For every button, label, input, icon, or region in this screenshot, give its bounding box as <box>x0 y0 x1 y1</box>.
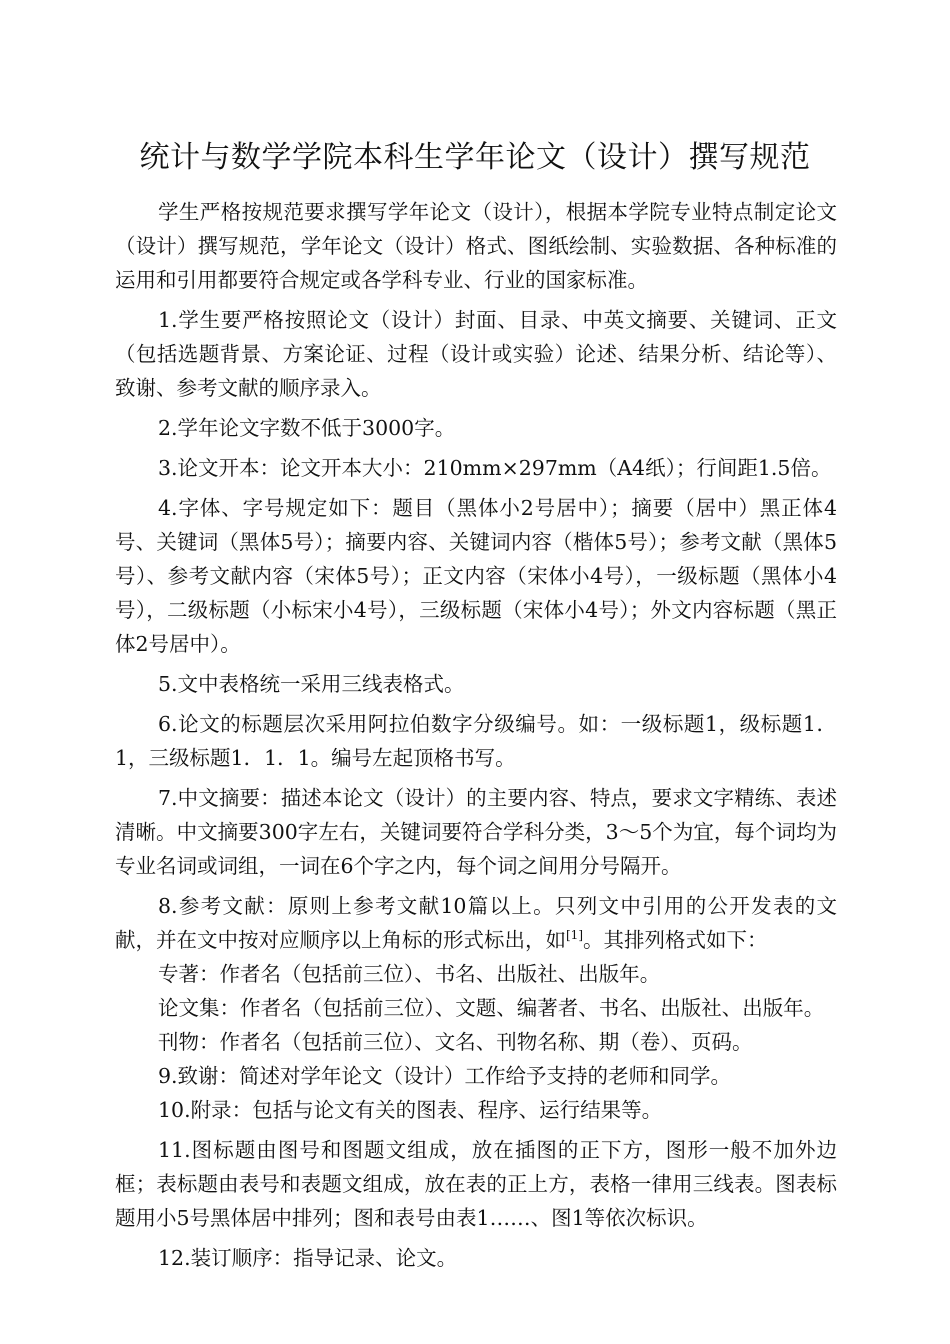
rule-item-11: 11.图标题由图号和图题文组成，放在插图的正下方，图形一般不加外边框；表标题由表号和表题文组成，放在表的正上方，表格一律用三线表。图表标题用小5号黑体居中排列；图和表号由表1……、图1等依次标识。 <box>115 1138 837 1230</box>
rule-item-8-text: 8.参考文献：原则上参考文献10篇以上。只列文中引用的公开发表的文献，并在文中按对应顺序以上角标的形式标出，如 <box>115 894 837 952</box>
rule-item-6: 6.论文的标题层次采用阿拉伯数字分级编号。如：一级标题1，级标题1．1，三级标题1．1．1。编号左起顶格书写。 <box>115 712 837 770</box>
document-title: 统计与数学学院本科生学年论文（设计）撰写规范 <box>139 140 811 175</box>
rule-item-8 <box>115 889 837 957</box>
citation-superscript: [1] <box>566 928 583 943</box>
rule-item-7: 7.中文摘要：描述本论文（设计）的主要内容、特点，要求文字精练、表述清晰。中文摘要300字左右，关键词要符合学科分类，3～5个为宜，每个词均为专业名词或词组，一词在6个字之内，每个词之间用分号隔开。 <box>115 786 837 878</box>
rule-item-1: 1.学生要严格按照论文（设计）封面、目录、中英文摘要、关键词、正文（包括选题背景、方案论证、过程（设计或实验）论述、结果分析、结论等）、致谢、参考文献的顺序录入。 <box>115 308 837 400</box>
rule-item-12: 12.装订顺序：指导记录、论文。 <box>158 1246 458 1270</box>
rule-item-5: 5.文中表格统一采用三线表格式。 <box>158 672 465 696</box>
rule-item-2: 2.学年论文字数不低于3000字。 <box>158 416 456 440</box>
reference-format-collection: 论文集：作者名（包括前三位）、文题、编著者、书名、出版社、出版年。 <box>158 996 825 1020</box>
reference-format-journal: 刊物：作者名（包括前三位）、文名、刊物名称、期（卷）、页码。 <box>158 1030 753 1054</box>
rule-item-3: 3.论文开本：论文开本大小：210mm×297mm（A4纸）；行间距1.5倍。 <box>158 456 832 480</box>
intro-paragraph: 学生严格按规范要求撰写学年论文（设计），根据本学院专业特点制定论文（设计）撰写规范，学年论文（设计）格式、图纸绘制、实验数据、各种标准的运用和引用都要符合规定或各学科专业、行业的国家标准。 <box>115 200 837 292</box>
rule-item-8-tail: 。其排列格式如下： <box>583 928 768 952</box>
rule-item-10: 10.附录：包括与论文有关的图表、程序、运行结果等。 <box>158 1098 663 1122</box>
reference-format-book: 专著：作者名（包括前三位）、书名、出版社、出版年。 <box>158 962 661 986</box>
document-body <box>115 195 837 1275</box>
rule-item-9: 9.致谢：简述对学年论文（设计）工作给予支持的老师和同学。 <box>158 1064 732 1088</box>
rule-item-4: 4.字体、字号规定如下：题目（黑体小2号居中）；摘要（居中）黑正体4号、关键词（黑体5号）；摘要内容、关键词内容（楷体5号）；参考文献（黑体5号）、参考文献内容（宋体5号）；正文内容（宋体小4号），一级标题（黑体小4号），二级标题（小标宋小4号），三级标题（宋体小4号）；外文内容标题（黑正体2号居中）。 <box>115 496 837 656</box>
